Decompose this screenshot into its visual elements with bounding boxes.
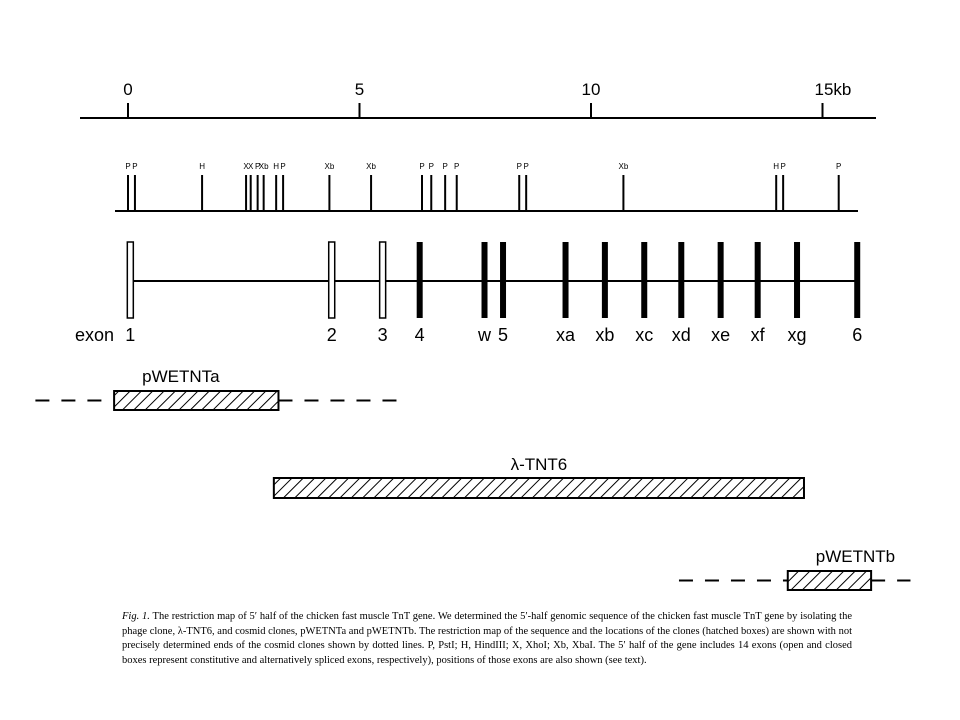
exon-closed-box bbox=[500, 242, 506, 318]
exon-label: xe bbox=[711, 325, 731, 345]
restriction-site-label: H bbox=[273, 162, 280, 171]
exon-label: xd bbox=[671, 325, 691, 345]
scale-tick-label: 10 bbox=[581, 80, 601, 99]
restriction-site-label: P bbox=[454, 162, 460, 171]
scale-tick-label: 15kb bbox=[814, 80, 852, 99]
exon-label: xb bbox=[595, 325, 615, 345]
clone-hatched-box bbox=[788, 571, 871, 590]
exon-open-box bbox=[329, 242, 335, 318]
restriction-site-label: P bbox=[280, 162, 286, 171]
exon-closed-box bbox=[641, 242, 647, 318]
exon-closed-box bbox=[794, 242, 800, 318]
clone-hatched-box bbox=[274, 478, 804, 498]
exon-closed-box bbox=[417, 242, 423, 318]
exon-label: 4 bbox=[414, 325, 425, 345]
restriction-site-label: H bbox=[199, 162, 205, 171]
exon-open-box bbox=[380, 242, 386, 318]
clone-label: λ-TNT6 bbox=[510, 455, 568, 474]
scale-tick-label: 0 bbox=[123, 80, 133, 99]
exon-label: xg bbox=[787, 325, 807, 345]
exon-map bbox=[75, 242, 862, 345]
scale-bar bbox=[80, 80, 876, 118]
scale-tick-label: 5 bbox=[354, 80, 365, 99]
exon-label: 1 bbox=[125, 325, 136, 345]
restriction-site-label: P bbox=[442, 162, 448, 171]
restriction-map bbox=[115, 162, 858, 211]
figure-caption bbox=[122, 610, 852, 668]
restriction-site-label: Xb bbox=[618, 162, 629, 171]
restriction-site-label: Xb bbox=[366, 162, 376, 171]
exon-label: 5 bbox=[498, 325, 509, 345]
clone-map bbox=[35, 367, 910, 590]
exon-closed-box bbox=[755, 242, 761, 318]
restriction-site-label: X bbox=[248, 162, 254, 171]
restriction-site-label: Xb bbox=[324, 162, 335, 171]
restriction-site-label: P bbox=[836, 162, 842, 171]
exon-closed-box bbox=[482, 242, 488, 318]
exon-open-box bbox=[127, 242, 133, 318]
restriction-site-label: H bbox=[773, 162, 780, 171]
restriction-site-label: P bbox=[125, 162, 131, 171]
restriction-site-label: P bbox=[132, 162, 138, 171]
restriction-site-label: P bbox=[516, 162, 522, 171]
restriction-site-label: P bbox=[419, 162, 425, 171]
restriction-site-label: X bbox=[243, 162, 249, 171]
caption-text: The restriction map of 5′ half of the chicken fast muscle TnT gene. We determined the 5′-half genomic sequence of the chicken fast muscle TnT gene by isolating the phage clone, λ-TNT6, and cosmid clones, pWETNTa and pWETNTb. The restriction map of the sequence and the locations of the clones (hatched boxes) are shown with not precisely determined ends of the cosmid clones shown by dotted lines. P, PstI; H, HindIII; X, XhoI; Xb, XbaI. The 5′ half of the gene includes 14 exons (open and closed boxes represent constitutive and alternatively spliced exons, respectively), positions of those exons are also shown (see text). bbox=[122, 611, 853, 666]
exon-label: xf bbox=[750, 325, 765, 345]
exon-row-label: exon bbox=[74, 325, 114, 345]
exon-label: 2 bbox=[326, 325, 337, 345]
clone-hatched-box bbox=[114, 391, 278, 410]
exon-label: 6 bbox=[852, 325, 863, 345]
restriction-site-label: P bbox=[254, 162, 261, 171]
exon-label: w bbox=[478, 325, 492, 345]
exon-closed-box bbox=[718, 242, 724, 318]
restriction-site-label: P bbox=[780, 162, 786, 171]
restriction-site-label: P bbox=[523, 162, 529, 171]
restriction-site-label: Xb bbox=[258, 162, 269, 171]
clone-label: pWETNTb bbox=[815, 547, 896, 566]
clone-label: pWETNTa bbox=[142, 367, 220, 386]
exon-label: xa bbox=[556, 325, 576, 345]
restriction-site-label: P bbox=[428, 162, 434, 171]
exon-closed-box bbox=[854, 242, 860, 318]
exon-closed-box bbox=[602, 242, 608, 318]
exon-label: xc bbox=[635, 325, 654, 345]
exon-closed-box bbox=[678, 242, 684, 318]
exon-closed-box bbox=[563, 242, 569, 318]
caption-lead: Fig. 1. bbox=[122, 611, 150, 622]
exon-label: 3 bbox=[377, 325, 388, 345]
